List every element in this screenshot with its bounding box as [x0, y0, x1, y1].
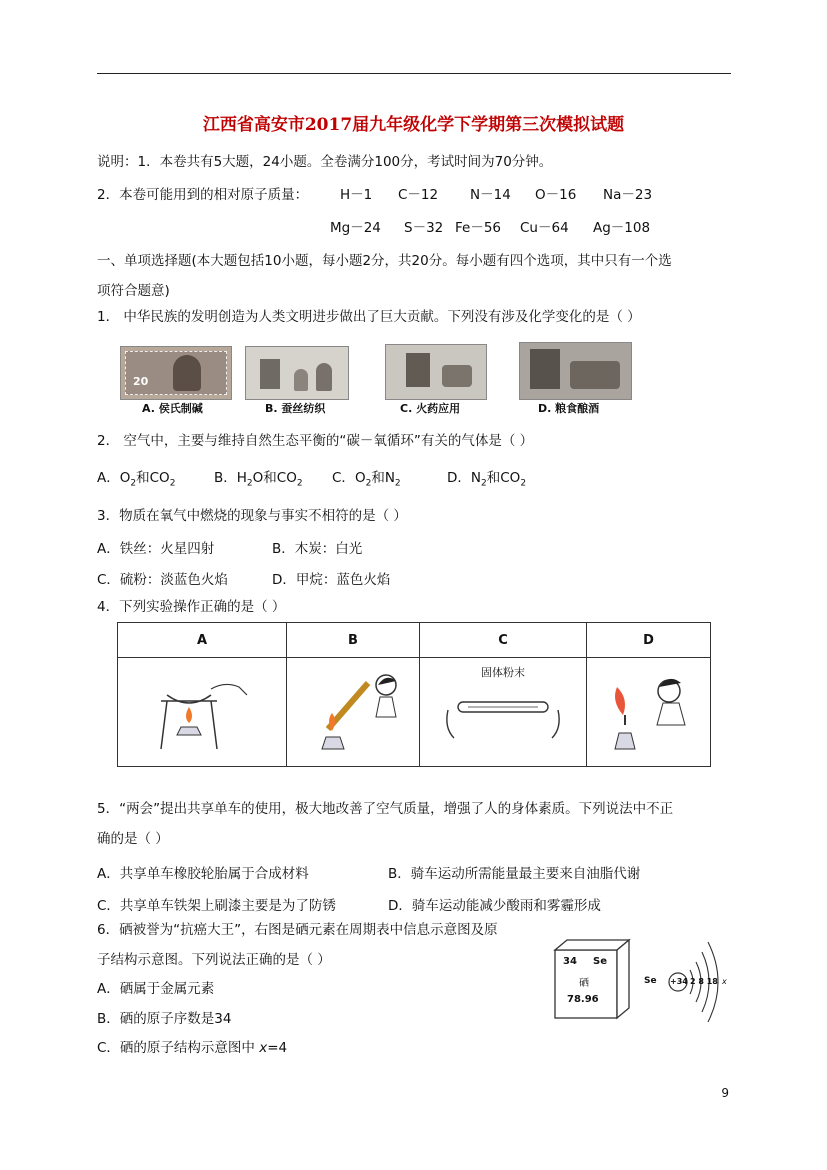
solid-powder-label: 固体粉末 — [481, 666, 525, 679]
q6-option-c[interactable]: C．硒的原子结构示意图中 x=4 — [97, 1040, 288, 1056]
q5-option-c[interactable]: C．共享单车铁架上刷漆主要是为了防锈 — [97, 898, 336, 914]
q6-option-b[interactable]: B．硒的原子序数是34 — [97, 1011, 232, 1027]
atom-shells: 2 8 18 — [690, 977, 718, 986]
caption-b: B. 蚕丝纺织 — [265, 402, 326, 415]
mass-o: O－16 — [535, 187, 577, 203]
q2-option-c[interactable]: C．$O_2$和$N_2$ — [332, 470, 401, 489]
question-4: 4．下列实验操作正确的是（ ） — [97, 599, 286, 615]
mass-h: H－1 — [340, 187, 373, 203]
mass-s: S－32 — [404, 220, 444, 236]
element-symbol: Se — [593, 956, 607, 967]
note-2: 2．本卷可能用到的相对原子质量： — [97, 187, 309, 203]
question-5-cont: 确的是（ ） — [97, 831, 169, 847]
section-heading: 一、单项选择题(本大题包括10小题，每小题2分，共20分。每小题有四个选项，其中只有一个选 — [97, 253, 672, 269]
caption-a: A. 侯氏制碱 — [142, 402, 203, 415]
question-1: 1． 中华民族的发明创造为人类文明进步做出了巨大贡献。下列没有涉及化学变化的是（ ） — [97, 309, 641, 325]
gunpowder-image — [385, 344, 487, 400]
q2-option-a[interactable]: A．$O_2$和$CO_2$ — [97, 470, 176, 489]
exam-title: 江西省高安市2017届九年级化学下学期第三次模拟试题 — [202, 115, 625, 135]
question-6-cont: 子结构示意图。下列说法正确的是（ ） — [97, 952, 331, 968]
caption-c: C. 火药应用 — [400, 402, 461, 415]
q5-option-a[interactable]: A．共享单车橡胶轮胎属于合成材料 — [97, 866, 309, 882]
question-3: 3．物质在氧气中燃烧的现象与事实不相符的是（ ） — [97, 508, 407, 524]
element-mass: 78.96 — [567, 994, 599, 1005]
q2-option-d[interactable]: D．$N_2$和$CO_2$ — [447, 470, 527, 489]
q4-image-c[interactable] — [420, 658, 587, 767]
q3-option-a[interactable]: A．铁丝：火星四射 — [97, 541, 215, 557]
q4-header-d: D — [587, 623, 711, 658]
mass-fe: Fe－56 — [455, 220, 502, 236]
silk-weaving-image — [245, 346, 349, 400]
section-heading-cont: 项符合题意) — [97, 283, 170, 299]
evaporation-apparatus-icon — [147, 665, 257, 755]
mass-na: Na－23 — [603, 187, 653, 203]
q4-image-a[interactable] — [118, 658, 287, 767]
stamp-image — [120, 346, 232, 400]
q4-header-a: A — [118, 623, 287, 658]
q4-header-b: B — [287, 623, 420, 658]
question-2: 2． 空气中，主要与维持自然生态平衡的“碳－氧循环”有关的气体是（ ） — [97, 433, 534, 449]
atom-symbol: Se — [644, 976, 657, 986]
element-name: 硒 — [579, 978, 589, 989]
mass-n: N－14 — [470, 187, 511, 203]
page-number: 9 — [721, 1086, 729, 1100]
q5-option-d[interactable]: D．骑车运动能减少酸雨和雾霾形成 — [388, 898, 601, 914]
q6-option-a[interactable]: A．硒属于金属元素 — [97, 981, 215, 997]
atom-nucleus: +34 — [670, 977, 688, 986]
q3-option-c[interactable]: C．硫粉：淡蓝色火焰 — [97, 572, 228, 588]
caption-d: D. 粮食酿酒 — [538, 402, 600, 415]
q4-header-c: C — [420, 623, 587, 658]
q4-image-b[interactable] — [287, 658, 420, 767]
q3-option-d[interactable]: D．甲烷：蓝色火焰 — [272, 572, 391, 588]
selenium-element-card — [553, 938, 628, 1018]
q3-option-b[interactable]: B．木炭：白光 — [272, 541, 363, 557]
header-rule — [97, 73, 731, 74]
brewing-image — [519, 342, 632, 400]
stamp-value: 20 — [133, 375, 149, 388]
atom-outer-x: x — [722, 977, 727, 986]
q5-option-b[interactable]: B．骑车运动所需能量最主要来自油脂代谢 — [388, 866, 641, 882]
note-1: 说明：1．本卷共有5大题，24小题。全卷满分100分，考试时间为70分钟。 — [97, 154, 553, 170]
mass-mg: Mg－24 — [330, 220, 381, 236]
q4-image-d[interactable] — [587, 658, 711, 767]
mass-c: C－12 — [398, 187, 439, 203]
mass-ag: Ag－108 — [593, 220, 651, 236]
element-number: 34 — [563, 956, 577, 967]
heating-test-tube-icon — [298, 665, 408, 755]
question-6: 6．硒被誉为“抗癌大王”，右图是硒元素在周期表中信息示意图及原 — [97, 922, 498, 938]
adding-powder-icon — [438, 680, 568, 756]
blow-out-lamp-icon — [589, 665, 709, 755]
q4-operations-table — [117, 622, 711, 767]
selenium-atom-diagram — [640, 932, 730, 1032]
mass-cu: Cu－64 — [520, 220, 569, 236]
q2-option-b[interactable]: B．$H_2O$和$CO_2$ — [214, 470, 303, 489]
question-5: 5．“两会”提出共享单车的使用，极大地改善了空气质量，增强了人的身体素质。下列说法中不正 — [97, 801, 674, 817]
